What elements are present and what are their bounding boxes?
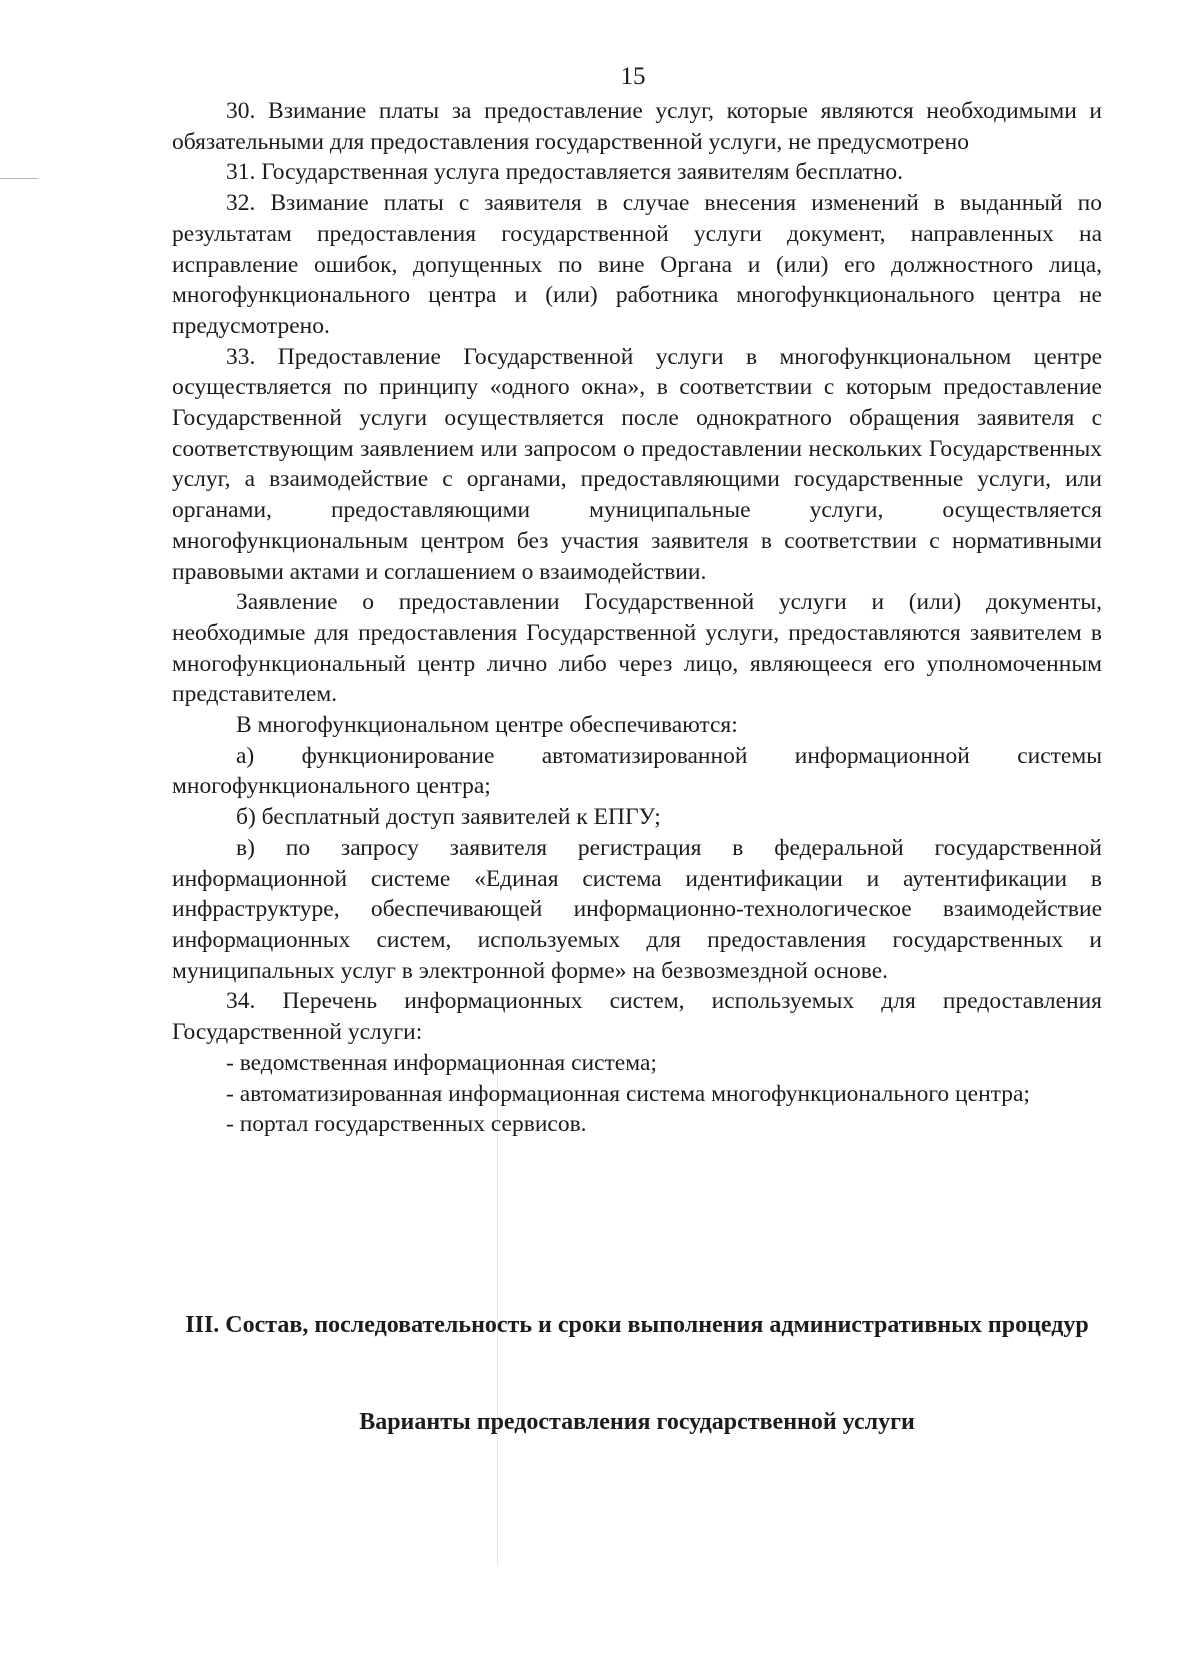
paragraph-application: Заявление о предоставлении Государственной услуги и (или) документы, необходимые для предоставления Государственной услуги, предоставляются заявителем в многофункциональный центр лично либо через лицо, являющееся его уполномоченным представителем. [172,589,1102,708]
paragraph-31: 31. Государственная услуга предоставляется заявителям бесплатно. [226,159,904,186]
paragraph-mfc-provides: В многофункциональном центре обеспечиваются: [236,712,738,739]
paragraph-33: 33. Предоставление Государственной услуги в многофункциональном центре осуществляется по принципу «одного окна», в соответствии с которым предоставление Государственной услуги осуществляется после однократного обращения заявителя с соответствующим заявлением или запросом о предоставлении нескольких Государственных услуг, а взаимодействие с органами, предоставляющими государственные услуги, или органами, предоставляющими муниципальные услуги, осуществляется многофункциональным центром без участия заявителя в соответствии с нормативными правовыми актами и соглашением о взаимодействии. [172,343,1102,585]
scan-margin-mark [0,178,38,179]
list-item-v: в) по запросу заявителя регистрация в федеральной государственной информационной системе «Единая система идентификации и аутентификации в инфраструктуре, обеспечивающей информационно-технологическое взаимодействие информационных систем, используемых для предоставления государственных и муниципальных услуг в электронной форме» на безвозмездной основе. [172,834,1102,984]
list-item-b: б) бесплатный доступ заявителей к ЕПГУ; [236,804,661,831]
body-text [172,96,1102,1140]
paragraph-30: 30. Взимание платы за предоставление услуг, которые являются необходимыми и обязательными для предоставления государственной услуги, не предусмотрено [172,98,1102,155]
list-item-a: а) функционирование автоматизированной информационной системы многофункционального центра; [172,742,1102,800]
list-item-portal: - портал государственных сервисов. [226,1111,587,1138]
section-title: III. Состав, последовательность и сроки выполнения административных процедур [185,1312,1089,1338]
list-item-mfc-system: - автоматизированная информационная система многофункционального центра; [226,1080,1030,1107]
paragraph-34: 34. Перечень информационных систем, используемых для предоставления Государственной услуги: [172,988,1102,1046]
subsection-title: Варианты предоставления государственной услуги [359,1409,915,1435]
list-item-dept-system: - ведомственная информационная система; [226,1049,657,1076]
paragraph-32: 32. Взимание платы с заявителя в случае внесения изменений в выданный по результатам предоставления государственной услуги документ, направленных на исправление ошибок, допущенных по вине Органа и (или) его должностного лица, многофункционального центра и (или) работника многофункционального центра не предусмотрено. [172,190,1102,339]
page-number: 15 [620,63,646,90]
